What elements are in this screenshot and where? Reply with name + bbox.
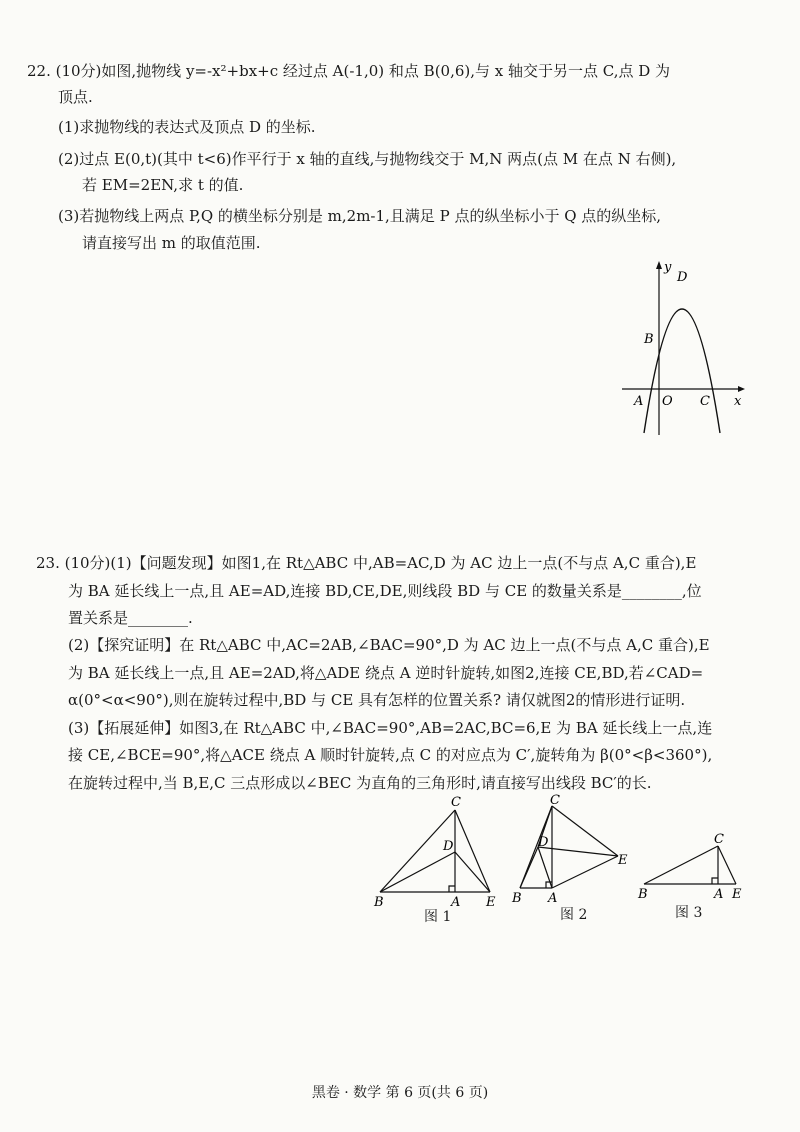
x-axis-arrow [738, 386, 745, 392]
label-C: C [700, 394, 710, 409]
label-A: A [714, 887, 724, 902]
segment-BC [644, 846, 718, 884]
label-E: E [486, 895, 496, 910]
segment-DE [538, 847, 618, 856]
label-y: y [664, 260, 672, 275]
q22-part3-line2: 请直接写出 m 的取值范围. [82, 234, 261, 252]
segment-CE [552, 806, 618, 856]
q23-part3-line1: (3)【拓展延伸】如图3,在 Rt△ABC 中,∠BAC=90°,AB=2AC,BC=6,E 为 BA 延长线上一点,连 [68, 719, 713, 737]
label-B: B [374, 895, 384, 910]
q23-figure-2 [508, 792, 633, 910]
figure-2-caption: 图 2 [560, 907, 588, 923]
q22-part2-line2: 若 EM=2EN,求 t 的值. [82, 176, 244, 194]
label-A: A [451, 895, 461, 910]
q23-part2-line1: (2)【探究证明】在 Rt△ABC 中,AC=2AB,∠BAC=90°,D 为 AC 边上一点(不与点 A,C 重合),E [68, 636, 710, 654]
label-B: B [512, 891, 522, 906]
label-D: D [538, 835, 549, 850]
label-A: A [548, 891, 558, 906]
right-angle-mark [712, 878, 718, 884]
segment-AE [552, 856, 618, 888]
label-x: x [734, 394, 742, 409]
label-D: D [677, 270, 688, 285]
q23-part1-line1: 23. (10分)(1)【问题发现】如图1,在 Rt△ABC 中,AB=AC,D 为 AC 边上一点(不与点 A,C 重合),E [36, 554, 697, 572]
q22-parabola-figure [620, 255, 750, 440]
q22-part2-line1: (2)过点 E(0,t)(其中 t<6)作平行于 x 轴的直线,与抛物线交于 M,N 两点(点 M 在点 N 右侧), [58, 150, 677, 168]
q22-part3-line1: (3)若抛物线上两点 P,Q 的横坐标分别是 m,2m-1,且满足 P 点的纵坐标小于 Q 点的纵坐标, [58, 207, 662, 225]
q23-figure-3 [636, 830, 748, 902]
label-C: C [451, 795, 461, 810]
segment-DE [455, 852, 490, 892]
label-O: O [662, 394, 673, 409]
q22-part1: (1)求抛物线的表达式及顶点 D 的坐标. [58, 118, 316, 136]
figure-3-caption: 图 3 [675, 905, 703, 921]
right-angle-mark [449, 886, 455, 892]
segment-BD [520, 847, 538, 888]
q23-part2-line2: 为 BA 延长线上一点,且 AE=2AD,将△ADE 绕点 A 逆时针旋转,如图2,连接 CE,BD,若∠CAD= [68, 664, 704, 682]
label-E: E [732, 887, 742, 902]
figure-1-caption: 图 1 [424, 909, 452, 925]
segment-CE [455, 810, 490, 892]
label-C: C [714, 832, 724, 847]
q22-stem-line1: 22. (10分)如图,抛物线 y=-x²+bx+c 经过点 A(-1,0) 和点 B(0,6),与 x 轴交于另一点 C,点 D 为 [27, 62, 671, 80]
segment-CE [718, 846, 736, 884]
segment-BD [380, 852, 455, 892]
label-B: B [644, 332, 654, 347]
q22-stem-line2: 顶点. [58, 88, 93, 106]
label-A: A [634, 394, 644, 409]
q23-figure-1 [370, 792, 505, 910]
q23-part3-line3: 在旋转过程中,当 B,E,C 三点形成以∠BEC 为直角的三角形时,请直接写出线段 BC′的长. [68, 774, 652, 792]
label-B: B [638, 887, 648, 902]
q23-part3-line2: 接 CE,∠BCE=90°,将△ACE 绕点 A 顺时针旋转,点 C 的对应点为 C′,旋转角为 β(0°<β<360°), [68, 746, 713, 764]
label-D: D [443, 839, 454, 854]
q23-part1-line3: 置关系是________. [68, 609, 193, 627]
q23-part1-line2: 为 BA 延长线上一点,且 AE=AD,连接 BD,CE,DE,则线段 BD 与 CE 的数量关系是________,位 [68, 582, 702, 600]
y-axis-arrow [656, 261, 662, 269]
label-C: C [550, 793, 560, 808]
q23-part2-line3: α(0°<α<90°),则在旋转过程中,BD 与 CE 具有怎样的位置关系? 请仅就图2的情形进行证明. [68, 691, 686, 709]
page-footer: 黑卷 · 数学 第 6 页(共 6 页) [311, 1085, 489, 1101]
parabola-curve [644, 309, 720, 433]
label-E: E [618, 853, 628, 868]
